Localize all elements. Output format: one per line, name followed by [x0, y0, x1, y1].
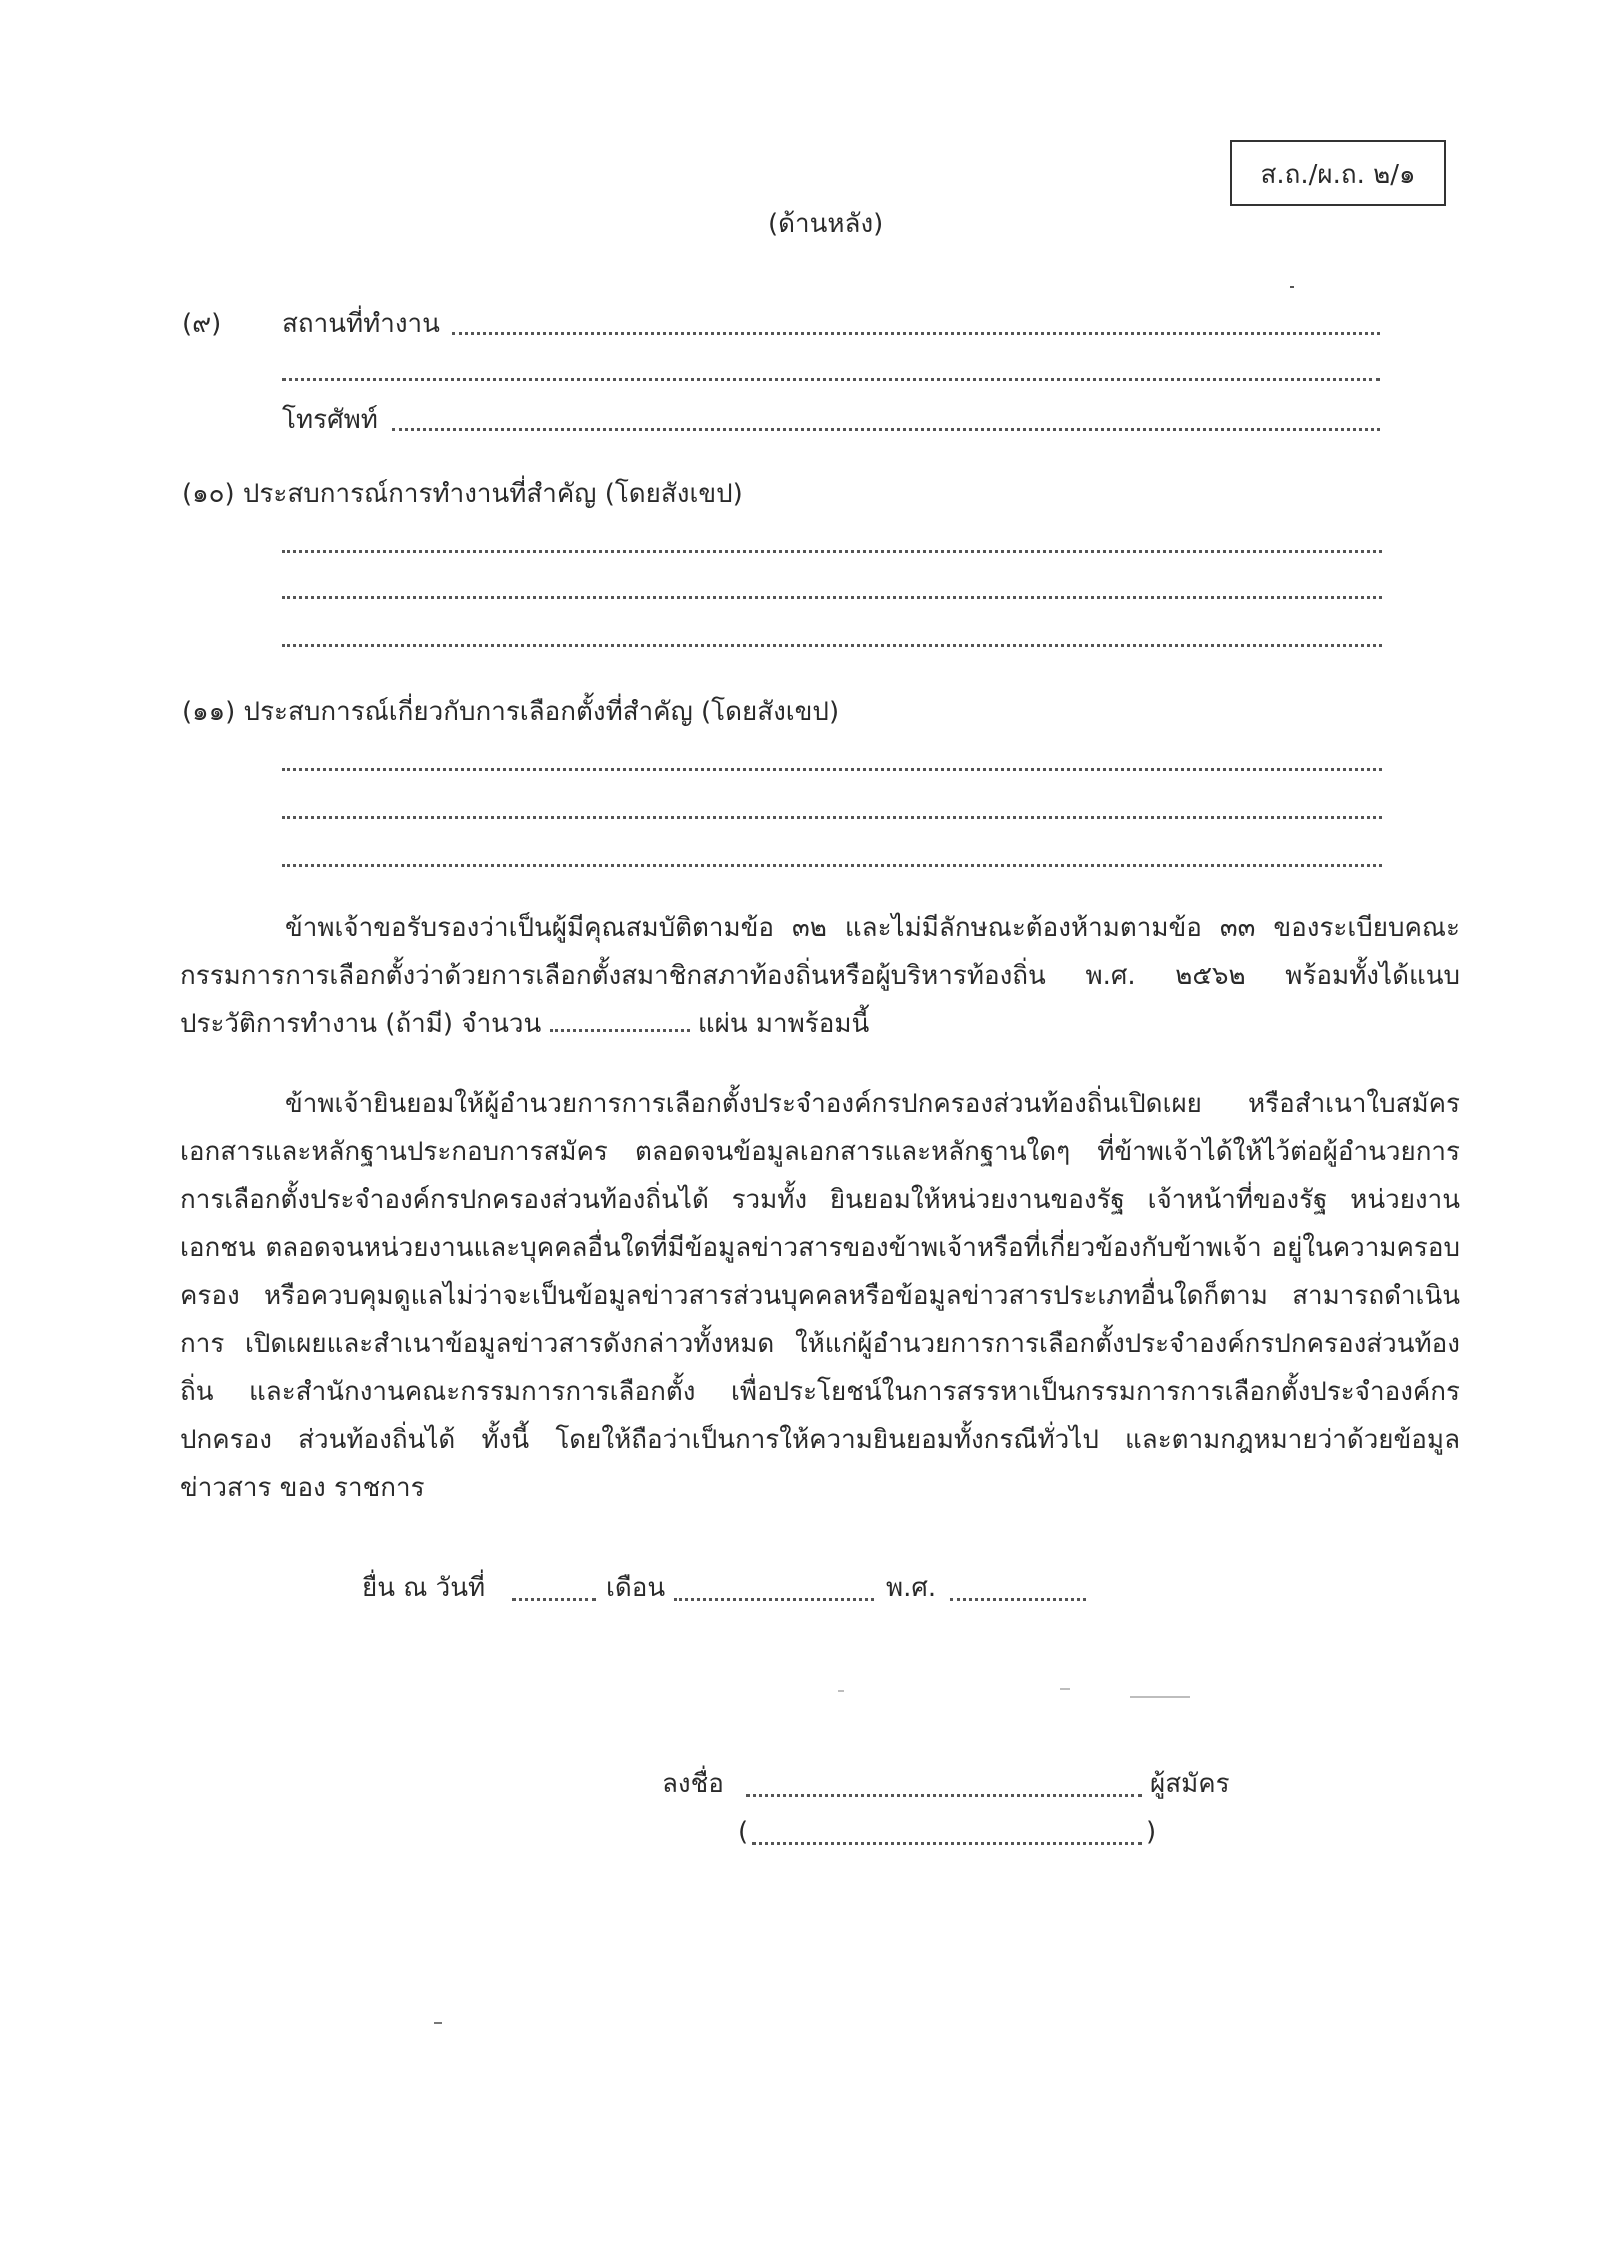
scan-speck — [434, 2022, 442, 2024]
work-experience-line-3[interactable] — [282, 640, 1382, 647]
certification-text-end: แผ่น มาพร้อมนี้ — [697, 1009, 870, 1039]
item9-number: (๙) — [182, 309, 222, 339]
attachment-pages-field[interactable] — [550, 1006, 690, 1032]
day-field[interactable] — [512, 1594, 596, 1601]
form-code-box: ส.ถ./ผ.ถ. ๒/๑ — [1230, 140, 1446, 206]
consent-paragraph — [180, 1080, 1460, 1512]
sign-label: ลงชื่อ — [662, 1769, 724, 1799]
signature-field[interactable] — [746, 1790, 1142, 1797]
scan-speck — [838, 1690, 844, 1692]
item11-title: (๑๑) ประสบการณ์เกี่ยวกับการเลือกตั้งที่สำคัญ (โดยสังเขป) — [182, 697, 840, 727]
date-label: ยื่น ณ วันที่ — [362, 1573, 486, 1603]
applicant-role-label: ผู้สมัคร — [1150, 1769, 1230, 1799]
scan-speck — [1290, 286, 1294, 288]
phone-label: โทรศัพท์ — [282, 405, 378, 435]
work-experience-line-1[interactable] — [282, 546, 1382, 553]
page-side-label: (ด้านหลัง) — [768, 209, 884, 239]
election-experience-line-2[interactable] — [282, 812, 1382, 819]
phone-field[interactable] — [392, 424, 1380, 431]
scan-speck — [1060, 1688, 1070, 1690]
name-open-paren: ( — [738, 1817, 749, 1847]
certification-paragraph — [180, 904, 1460, 1048]
scan-speck — [1130, 1696, 1190, 1698]
month-label: เดือน — [606, 1573, 666, 1603]
election-experience-line-1[interactable] — [282, 764, 1382, 771]
item10-title: (๑๐) ประสบการณ์การทำงานที่สำคัญ (โดยสังเขป) — [182, 479, 743, 509]
work-experience-line-2[interactable] — [282, 592, 1382, 599]
election-experience-line-3[interactable] — [282, 860, 1382, 867]
month-field[interactable] — [674, 1594, 874, 1601]
consent-text: ข้าพเจ้ายินยอมให้ผู้อำนวยการการเลือกตั้งประจำองค์กรปกครองส่วนท้องถิ่นเปิดเผย หรือสำเนาใบสมัคร เอกสารและหลักฐานประกอบการสมัคร ตลอดจนข้อมูลเอกสารและหลักฐานใดๆ ที่ข้าพเจ้าได้ให้ไว้ต่อผู้อำนวยการการเลือกตั้งประจำองค์กรปกครองส่วนท้องถิ่นได้ รวมทั้ง ยินยอมให้หน่วยงานของรัฐ เจ้าหน้าที่ของรัฐ หน่วยงานเอกชน ตลอดจนหน่วยงานและบุคคลอื่นใดที่มีข้อมูลข่าวสารของข้าพเจ้าหรือที่เกี่ยวข้องกับข้าพเจ้า อยู่ในความครอบครอง หรือควบคุมดูแลไม่ว่าจะเป็นข้อมูลข่าวสารส่วนบุคคลหรือข้อมูลข่าวสารประเภทอื่นใดก็ตาม สามารถดำเนินการ เปิดเผยและสำเนาข้อมูลข่าวสารดังกล่าวทั้งหมด ให้แก่ผู้อำนวยการการเลือกตั้งประจำองค์กรปกครองส่วนท้องถิ่น และสำนักงานคณะกรรมการการเลือกตั้ง เพื่อประโยชน์ในการสรรหาเป็นกรรมการการเลือกตั้งประจำองค์กรปกครอง ส่วนท้องถิ่นได้ ทั้งนี้ โดยให้ถือว่าเป็นการให้ความยินยอมทั้งกรณีทั่วไป และตามกฎหมายว่าด้วยข้อมูลข่าวสาร ของ ราชการ — [180, 1089, 1460, 1503]
workplace-field-line2[interactable] — [282, 374, 1380, 381]
year-label: พ.ศ. — [886, 1573, 937, 1603]
workplace-label: สถานที่ทำงาน — [282, 309, 440, 339]
year-field[interactable] — [950, 1594, 1086, 1601]
name-close-paren: ) — [1146, 1817, 1157, 1847]
workplace-field[interactable] — [452, 328, 1380, 335]
printed-name-field[interactable] — [752, 1838, 1142, 1845]
certification-text: ข้าพเจ้าขอรับรองว่าเป็นผู้มีคุณสมบัติตามข้อ ๓๒ และไม่มีลักษณะต้องห้ามตามข้อ ๓๓ ของระเบียบคณะกรรมการการเลือกตั้งว่าด้วยการเลือกตั้งสมาชิกสภาท้องถิ่นหรือผู้บริหารท้องถิ่น พ.ศ. ๒๕๖๒ พร้อมทั้งได้แนบประวัติการทำงาน (ถ้ามี) จำนวน — [180, 913, 1460, 1039]
